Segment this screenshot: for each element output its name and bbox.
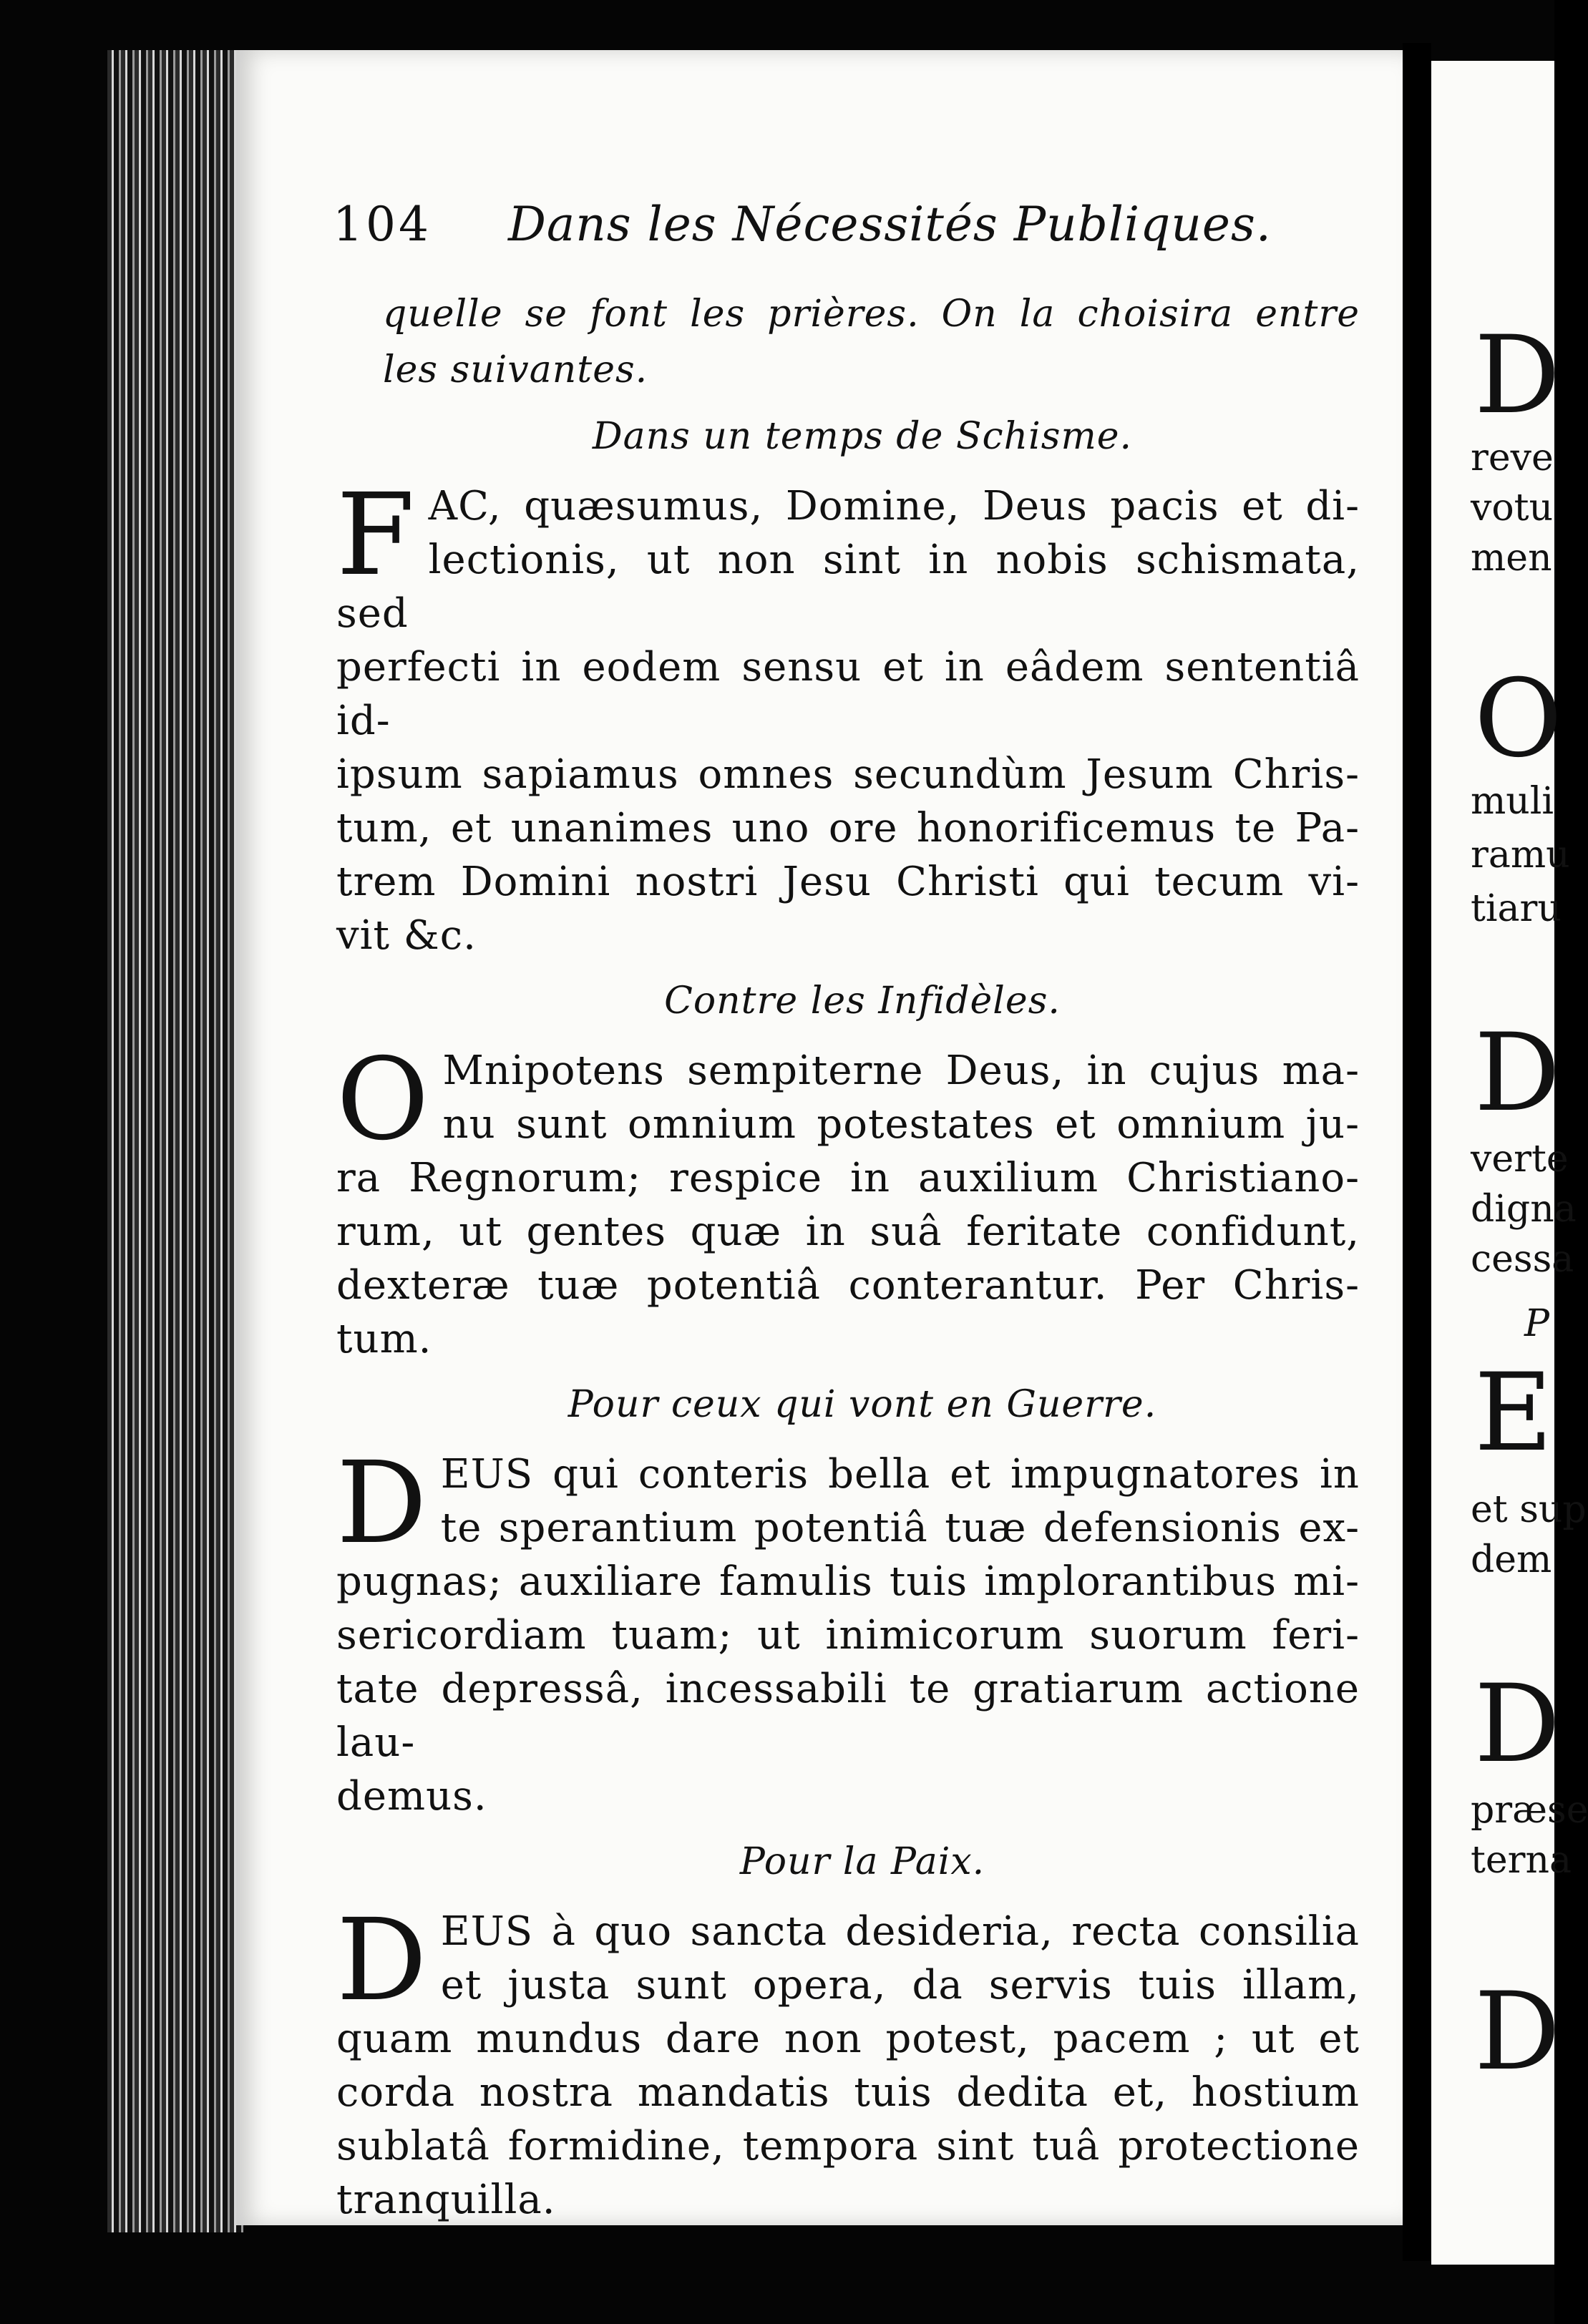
facing-fragment: verte (1471, 1138, 1569, 1181)
text-line: te sperantium potentiâ tuæ defensionis ex- (440, 1505, 1360, 1551)
drop-cap: F (336, 469, 416, 601)
prayer-paragraph (336, 1437, 1360, 1823)
drop-cap: D (336, 1437, 428, 1569)
facing-fragment: reve (1471, 436, 1554, 479)
text-line: trem Domini nostri Jesu Christi qui tecum vi- (336, 859, 1360, 905)
text-line: AC, quæsumus, Domine, Deus pacis et di- (428, 483, 1360, 529)
intro-line: les suivantes. (383, 348, 648, 391)
page-body (336, 286, 1360, 2227)
facing-dropcap: D (1474, 1011, 1561, 1136)
facing-dropcap: D (1474, 1970, 1561, 2094)
gutter (1403, 43, 1431, 2261)
facing-fragment: men (1471, 537, 1552, 580)
facing-fragment: præse (1471, 1789, 1588, 1832)
page-edges (107, 50, 243, 2232)
text-line: lectionis, ut non sint in nobis schismata, sed (336, 537, 1360, 637)
text-line: tate depressâ, incessabili te gratiarum actione lau- (336, 1666, 1360, 1766)
text-line: corda nostra mandatis tuis dedita et, hostium (336, 2069, 1360, 2116)
facing-fragment: tiaru (1471, 887, 1562, 930)
facing-fragment: ramu (1471, 834, 1570, 877)
drop-cap: O (336, 1034, 430, 1166)
text-line: EUS à quo sancta desideria, recta consilia (440, 1908, 1360, 1955)
section-heading: Pour ceux qui vont en Guerre. (568, 1383, 1157, 1426)
text-line: EUS qui conteris bella et impugnatores in (440, 1451, 1360, 1498)
text-line: tranquilla. (336, 2177, 556, 2223)
page-number: 104 (333, 197, 432, 252)
facing-dropcap: O (1474, 657, 1562, 781)
text-line: sublatâ formidine, tempora sint tuâ protectione (336, 2123, 1360, 2169)
text-line: Mnipotens sempiterne Deus, in cujus ma- (442, 1048, 1360, 1094)
facing-fragment: cessa (1471, 1238, 1574, 1281)
facing-fragment: et sup (1471, 1488, 1587, 1531)
text-line: dexteræ tuæ potentiâ conterantur. Per Chris- (336, 1262, 1360, 1309)
facing-dropcap: E (1474, 1351, 1553, 1475)
text-line: rum, ut gentes quæ in suâ feritate confidunt, (336, 1209, 1360, 1255)
text-line: demus. (336, 1773, 487, 1820)
facing-fragment: digna (1471, 1188, 1577, 1231)
text-line: ra Regnorum; respice in auxilium Christiano- (336, 1155, 1360, 1201)
facing-page (1431, 61, 1588, 2265)
drop-cap: D (336, 1895, 428, 2026)
facing-fragment: dem (1471, 1538, 1552, 1581)
text-line: tum, et unanimes uno ore honorificemus te Pa- (336, 805, 1360, 851)
facing-fragment: terna (1471, 1839, 1572, 1882)
facing-dropcap: D (1474, 313, 1561, 438)
text-line: quam mundus dare non potest, pacem ; ut et (336, 2016, 1360, 2062)
facing-fragment: P (1524, 1302, 1549, 1345)
intro-line: quelle se font les prières. On la choisira entre (383, 293, 1360, 336)
prayer-paragraph (336, 1895, 1360, 2227)
text-line: tum. (336, 1316, 432, 1362)
section-heading: Contre les Infidèles. (664, 980, 1061, 1022)
text-line: vit &c. (336, 912, 477, 959)
facing-fragment: muli (1471, 780, 1554, 823)
facing-dropcap: D (1474, 1662, 1561, 1787)
text-line: perfecti in eodem sensu et in eâdem sententiâ id- (336, 644, 1360, 744)
text-line: pugnas; auxiliare famulis tuis implorantibus mi- (336, 1558, 1360, 1605)
running-title: Dans les Nécessités Publiques. (508, 197, 1272, 252)
text-line: et justa sunt opera, da servis tuis illam, (440, 1962, 1360, 2008)
text-line: ipsum sapiamus omnes secundùm Jesum Chris- (336, 751, 1360, 798)
text-line: nu sunt omnium potestates et omnium ju- (442, 1101, 1360, 1148)
prayer-paragraph (336, 469, 1360, 962)
running-head (333, 197, 1320, 268)
section-heading: Pour la Paix. (739, 1840, 985, 1883)
facing-fragment: votu (1471, 487, 1554, 529)
prayer-paragraph (336, 1034, 1360, 1366)
section-heading: Dans un temps de Schisme. (592, 415, 1133, 458)
text-line: sericordiam tuam; ut inimicorum suorum feri- (336, 1612, 1360, 1659)
